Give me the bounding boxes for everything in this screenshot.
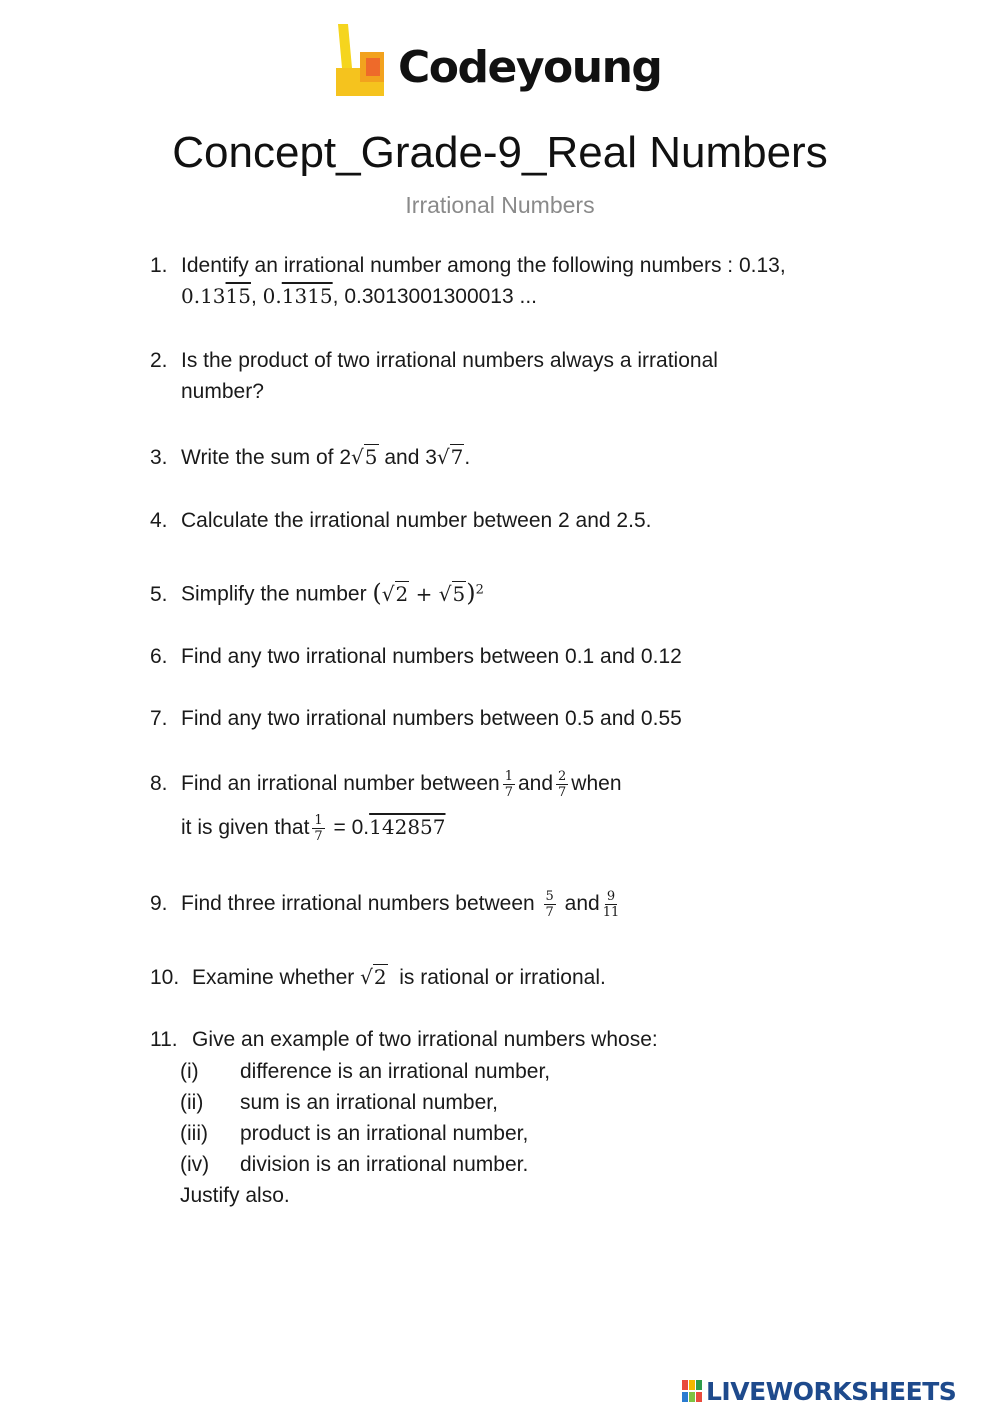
sqrt-5: √5 [351,445,378,469]
question-number: 2. [150,349,168,372]
question-text: Identify an irrational number among the following numbers : 0.13, [181,254,786,277]
question-number: 3. [150,446,168,469]
liveworksheets-logo-icon [682,1380,704,1404]
question-text: it is given that [181,816,310,839]
question-text: Write the sum of 2 [181,446,352,469]
question-number: 7. [150,707,168,730]
question-9: 9. Find three irrational numbers between $\frac{5}{7}$ and $\frac{9}{11}$ [150,888,620,920]
question-number: 4. [150,509,168,532]
fraction-9-11: $\frac{9}{11}$ [602,888,620,920]
list-item: (ii) sum is an irrational number, [180,1091,498,1114]
brand-name: Codeyoung [398,42,662,93]
question-10: 10. Examine whether √2 is rational or irrational. [150,962,606,993]
question-8-line-2: it is given that $\frac{1}{7}$ = 0.142857 [181,812,446,844]
option-2-repeating: 1315 [281,284,333,308]
question-number: 6. [150,645,168,668]
question-continuation: number? [181,380,264,403]
question-11 [150,1024,658,1055]
question-text: Is the product of two irrational numbers always a irrational [181,349,718,372]
page-title: Concept_Grade-9_Real Numbers [172,128,828,177]
question-text: Find an irrational number between [181,772,500,795]
liveworksheets-logo[interactable] [682,1377,992,1407]
expression: $(√2 + √5)^2$ [372,578,484,607]
question-8: 8. Find an irrational number between $\frac{1}{7}$ and $\frac{2}{7}$ when [150,768,622,800]
list-item: (iv) division is an irrational number. [180,1153,529,1176]
question-text: Give an example of two irrational numbers whose: [192,1028,658,1051]
question-number: 10. [150,966,180,989]
list-item: (iii) product is an irrational number, [180,1122,529,1145]
page-subtitle: Irrational Numbers [405,192,595,218]
question-number: 1. [150,254,168,277]
question-text: Calculate the irrational number between 2 and 2.5. [181,509,652,532]
question-2 [150,345,718,407]
codeyoung-logo [330,22,690,102]
codeyoung-logo-icon [330,22,390,102]
list-item: (i) difference is an irrational number, [180,1060,551,1083]
sqrt-7: √7 [436,445,464,469]
fraction-5-7: $\frac{5}{7}$ [545,888,554,920]
fraction-1-7: $\frac{1}{7}$ [314,812,323,844]
question-text: Find three irrational numbers between [181,892,541,915]
justify-text: Justify also. [180,1184,290,1207]
question-number: 8. [150,772,168,795]
question-4 [150,505,651,536]
question-number: 11. [150,1028,178,1051]
fraction-1-7: $\frac{1}{7}$ [504,768,513,800]
question-text: Examine whether [192,966,361,989]
question-3: 3. Write the sum of 2√5 and 3√7. [150,442,470,473]
repeating-decimal: 142857 [369,815,446,839]
question-number: 9. [150,892,168,915]
option-3: , 0.3013001300013 ... [332,285,538,308]
question-6 [150,641,682,672]
question-text: Find any two irrational numbers between 0.1 and 0.12 [181,645,682,668]
sub-item-list [180,1056,550,1211]
option-2-prefix: 0. [262,284,282,308]
question-5 [150,574,484,610]
question-text-mid: and 3 [378,446,437,469]
question-text: Find any two irrational numbers between 0.5 and 0.55 [181,707,682,730]
question-continuation: 0.1315, 0.1315, 0.3013001300013 ... [181,284,538,308]
question-1 [150,250,786,312]
question-7 [150,703,682,734]
sqrt-2: √2 [360,965,387,989]
fraction-2-7: $\frac{2}{7}$ [558,768,567,800]
option-1-prefix: 0.13 [181,284,226,308]
liveworksheets-text: LIVEWORKSHEETS [706,1377,957,1406]
question-number: 5. [150,582,168,606]
option-1-repeating: 15 [225,284,251,308]
question-text: Simplify the number [181,582,373,606]
